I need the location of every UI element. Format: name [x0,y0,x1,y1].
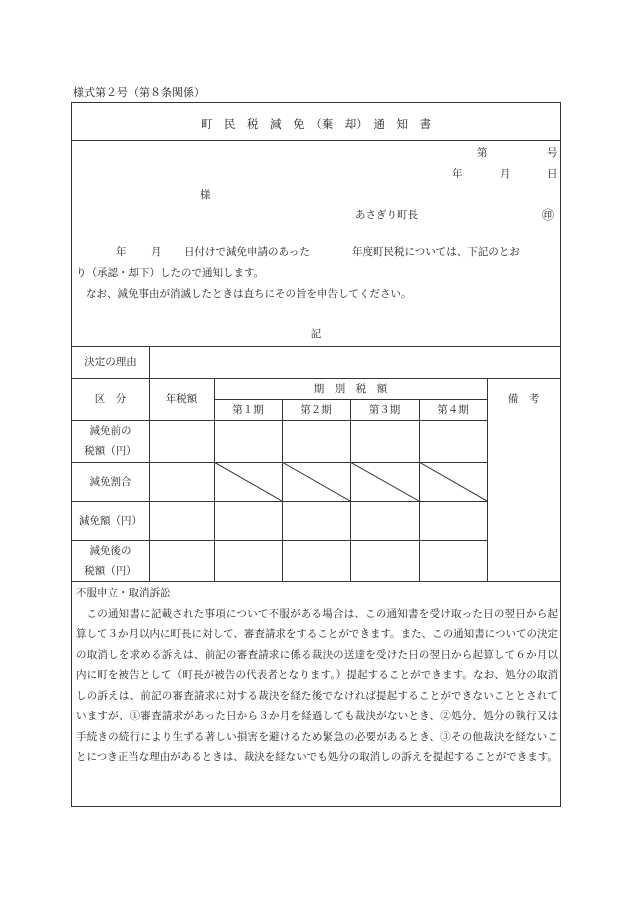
row-label-ratio: 減免割合 [89,475,132,488]
row-label-before-l2: 税額（円） [84,445,137,457]
number-dai: 第 [477,147,488,159]
title-divider [72,140,560,141]
date-day: 日 [547,168,558,180]
row-label-after [72,540,149,581]
col-kibetsu-header: 期 別 税 額 [313,382,388,395]
issuer-name: あさぎり町長 [355,209,418,221]
row-label-amount: 減免額（円） [79,514,142,527]
row-label-after-l1: 減免後の [89,544,132,557]
body-month: 月 [151,246,162,258]
period-1-header: 第１期 [232,403,264,416]
period-3-header: 第３期 [368,403,401,416]
reason-label: 決定の理由 [84,356,137,368]
form-title: 町 民 税 減 免 （棄 却） 通 知 書 [201,117,431,131]
number-go: 号 [547,147,558,159]
seal-mark: ㊞ [542,208,555,222]
body-text-1: 日付けで減免申請のあった [184,246,310,258]
ratio-row-diagonals [214,462,487,501]
body-text-3: り（承認・却下）したので通知します。 [76,267,265,279]
table-bottom-line [72,581,560,582]
body-year: 年 [116,246,127,258]
ki-heading: 記 [310,328,322,340]
col-biko-header: 備 考 [507,393,540,405]
appeal-heading: 不服申立・取消訴訟 [76,587,171,599]
period-4-header: 第４期 [437,403,469,416]
body-text-2: 年度町民税については、下記のとお [352,246,520,258]
col-nenzei-header: 年税額 [165,393,198,405]
period-2-header: 第２期 [300,403,332,416]
appeal-section [76,583,558,768]
notice-form-frame [71,102,561,807]
body-text-4: なお、減免事由が消滅したときは直ちにその旨を申告してください。 [86,288,412,300]
reason-value [150,346,560,378]
date-month: 月 [500,168,511,180]
row-label-before-l1: 減免前の [89,425,132,437]
appeal-paragraph: この通知書に記載された事項について不服がある場合は、この通知書を受け取った日の翌日から起算して３か月以内に町長に対して、審査請求をすることができます。また、この通知書についての決定の取消しを求める訴えは、前記の審査請求に係る裁決の送達を受けた日の翌日から起算して６か月以内に町を被告として（町長が被告の代表者となります。）提起することができます。なお、処分の取消しの訴えは、前記の審査請求に対する裁決を経た後でなければ提起することができないこととされていますが、①審査請求があった日から３か月を経過しても裁決がないとき、②処分、処分の執行又は手続きの続行により生ずる著しい損害を避けるため緊急の必要があるとき、③その他裁決を経ないことにつき正当な理由があるときは、裁決を経ないでも処分の取消しの訴えを提起することができます。 [76,607,558,763]
col-kubun-header: 区 分 [94,393,127,405]
addressee-suffix: 様 [200,189,211,201]
form-number-label: 様式第２号（第８条関係） [73,86,205,99]
row-label-after-l2: 税額（円） [84,564,137,577]
diagonal-period-2 [282,462,350,501]
row-label-before [72,420,149,462]
diagonal-period-4 [419,462,487,501]
date-year: 年 [452,168,463,180]
diagonal-period-3 [350,462,419,501]
diagonal-period-1 [214,462,282,501]
